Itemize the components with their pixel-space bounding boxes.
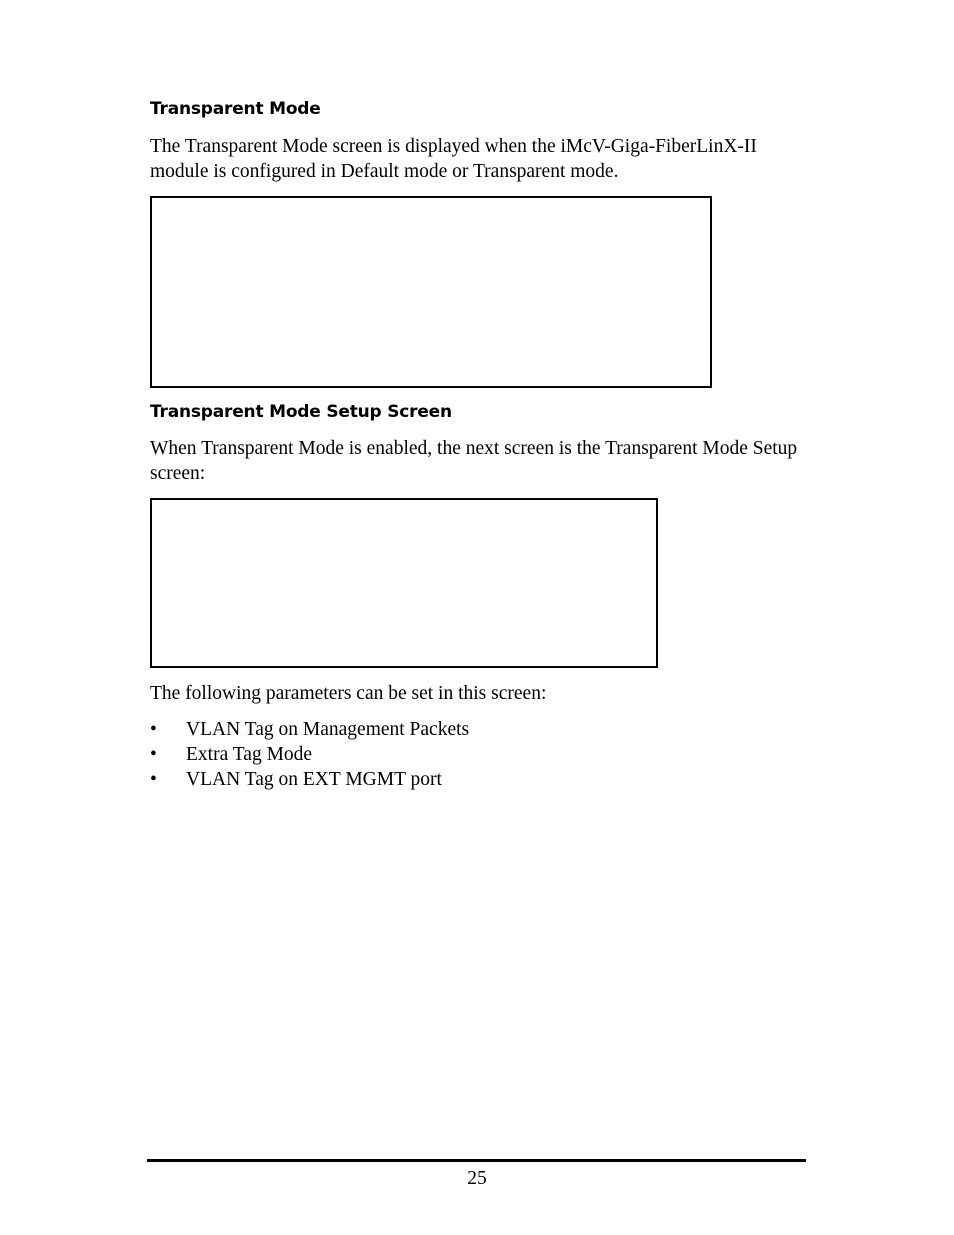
parameters-intro: The following parameters can be set in this screen: (150, 683, 547, 704)
transparent-mode-setup-screen-image (150, 498, 658, 668)
list-item-label: VLAN Tag on EXT MGMT port (186, 769, 442, 790)
list-item-label: VLAN Tag on Management Packets (186, 719, 470, 740)
bullet-icon: • (150, 769, 157, 790)
transparent-mode-screen-image (150, 196, 712, 388)
bullet-icon: • (150, 719, 157, 740)
footer-divider (147, 1159, 806, 1162)
transparent-mode-heading: Transparent Mode (150, 99, 321, 119)
transparent-mode-description: The Transparent Mode screen is displayed when the iMcV-Giga-FiberLinX-II module is configured in Default mode or Transparent mode. (150, 136, 757, 182)
bullet-icon: • (150, 744, 157, 765)
list-item-label: Extra Tag Mode (186, 744, 313, 765)
transparent-mode-setup-heading: Transparent Mode Setup Screen (150, 402, 452, 422)
transparent-mode-setup-description: When Transparent Mode is enabled, the next screen is the Transparent Mode Setup screen: (150, 438, 798, 484)
page-number: 25 (467, 1168, 487, 1189)
